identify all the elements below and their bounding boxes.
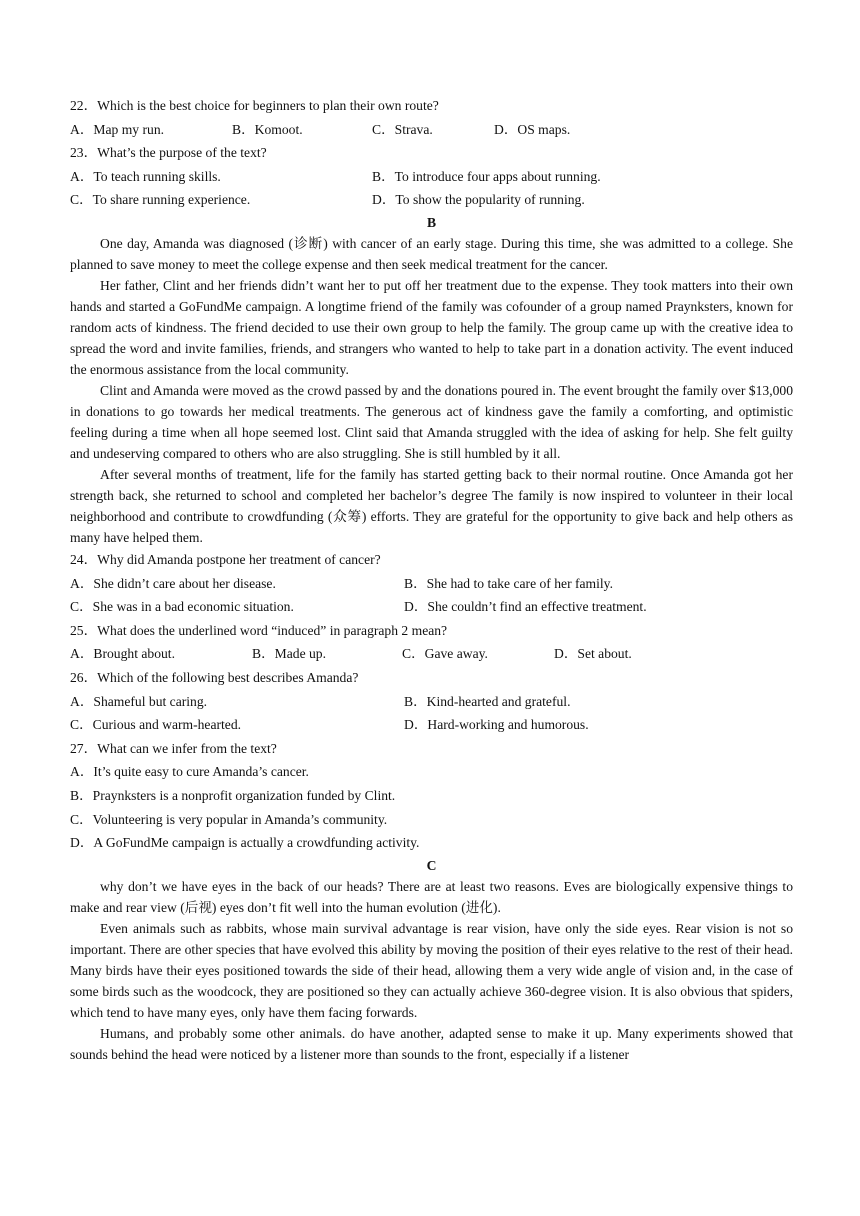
question-23-options-row1 bbox=[70, 165, 793, 189]
option-c: C．Gave away. bbox=[402, 646, 488, 662]
option-d: D．To show the popularity of running. bbox=[372, 192, 585, 208]
option-b: B．Komoot. bbox=[232, 121, 303, 137]
option-c: C．Volunteering is very popular in Amanda’s community. bbox=[70, 811, 388, 827]
question-27-stem: 27．What can we infer from the text? bbox=[70, 740, 277, 756]
option-c: C．To share running experience. bbox=[70, 192, 251, 208]
question-25-stem: 25．What does the underlined word “induced” in paragraph 2 mean? bbox=[70, 622, 448, 638]
section-c-heading: C bbox=[426, 857, 437, 873]
section-c-paragraph-1: why don’t we have eyes in the back of our heads? There are at least two reasons. Eves are biologically expensive things to make and rear view (后视) eyes don’t fit well into the human evolution (进化). bbox=[70, 878, 793, 915]
section-b-paragraph-2: Her father, Clint and her friends didn’t want her to put off her treatment due to the expense. They took matters into their own hands and started a GoFundMe campaign. A longtime friend of the family was cofounder of a group named Praynksters, known for random acts of kindness. The friend decided to use their own group to help the family. The group came up with the creative idea to spread the word and invite families, friends, and strangers who wanted to help to take part in a donation activity. The event induced the enormous assistance from the local community. bbox=[70, 277, 793, 377]
question-23-stem: 23．What’s the purpose of the text? bbox=[70, 145, 267, 161]
option-c: C．Curious and warm-hearted. bbox=[70, 717, 242, 733]
option-a: A．To teach running skills. bbox=[70, 168, 221, 184]
question-24-options-row1 bbox=[70, 572, 793, 596]
option-a: A．Shameful but caring. bbox=[70, 693, 208, 709]
section-b-heading: B bbox=[426, 214, 437, 230]
section-b-paragraph-4: After several months of treatment, life for the family has started getting back to their normal routine. Once Amanda got her strength back, she returned to school and completed her bachelor’s degree The family is now inspired to volunteer in their local neighborhood and contribute to crowdfunding (众筹) efforts. They are grateful for the opportunity to give back and help others as many have helped them. bbox=[70, 466, 793, 545]
option-b: B．Made up. bbox=[252, 646, 327, 662]
section-b-paragraph-3: Clint and Amanda were moved as the crowd passed by and the donations poured in. The event brought the family over $13,000 in donations to go towards her medical treatments. The generous act of kindness gave the family a comforting, and optimistic feeling during a time when all hope seemed lost. Clint said that Amanda struggled with the idea of asking for help. She felt guilty and undeserving compared to others who are also struggling. She is still humbled by it all. bbox=[70, 382, 793, 461]
option-c: C．She was in a bad economic situation. bbox=[70, 599, 294, 615]
option-d: D．OS maps. bbox=[494, 121, 571, 137]
option-a: A．Map my run. bbox=[70, 121, 165, 137]
option-d: D．Hard-working and humorous. bbox=[404, 717, 589, 733]
exam-page bbox=[70, 94, 793, 1065]
option-b: B．To introduce four apps about running. bbox=[372, 168, 601, 184]
option-d: D．A GoFundMe campaign is actually a crowdfunding activity. bbox=[70, 835, 420, 851]
section-c-paragraph-2: Even animals such as rabbits, whose main survival advantage is rear vision, have only the side eyes. Rear vision is not so important. There are other species that have evolved this ability by moving the position of their eyes relative to the rest of their head. Many birds have their eyes positioned towards the side of their head, allowing them a very wide angle of vision and, in the case of some birds such as the woodcock, they are positioned so they can actually achieve 360-degree vision. It is also obvious that spiders, which tend to have many eyes, only have them facing forwards. bbox=[70, 920, 793, 1020]
option-a: A．She didn’t care about her disease. bbox=[70, 575, 276, 591]
question-26-options-row2 bbox=[70, 713, 793, 737]
question-25-options bbox=[70, 642, 793, 666]
question-22-stem: 22．Which is the best choice for beginners to plan their own route? bbox=[70, 98, 439, 113]
question-24-options-row2 bbox=[70, 595, 793, 619]
section-b-paragraph-1: One day, Amanda was diagnosed (诊断) with cancer of an early stage. During this time, she was admitted to a college. She planned to save money to meet the college expense and then seek medical treatment for the cancer. bbox=[70, 235, 793, 272]
question-24-stem: 24．Why did Amanda postpone her treatment of cancer? bbox=[70, 551, 381, 567]
question-23-options-row2 bbox=[70, 188, 793, 212]
option-a: A．Brought about. bbox=[70, 646, 175, 662]
question-26-options-row1 bbox=[70, 690, 793, 714]
section-c-paragraph-3: Humans, and probably some other animals. do have another, adapted sense to make it up. Many experiments showed that sounds behind the head were noticed by a listener more than sounds to the front, especially if a listener bbox=[70, 1025, 793, 1062]
option-d: D．Set about. bbox=[554, 646, 632, 662]
option-c: C．Strava. bbox=[372, 121, 433, 137]
option-d: D．She couldn’t find an effective treatment. bbox=[404, 599, 647, 615]
question-26-stem: 26．Which of the following best describes Amanda? bbox=[70, 669, 359, 685]
option-b: B．Kind-hearted and grateful. bbox=[404, 693, 571, 709]
question-22-options bbox=[70, 118, 793, 142]
option-b: B．Praynksters is a nonprofit organization funded by Clint. bbox=[70, 787, 396, 803]
option-b: B．She had to take care of her family. bbox=[404, 575, 613, 591]
option-a: A．It’s quite easy to cure Amanda’s cancer. bbox=[70, 764, 309, 780]
